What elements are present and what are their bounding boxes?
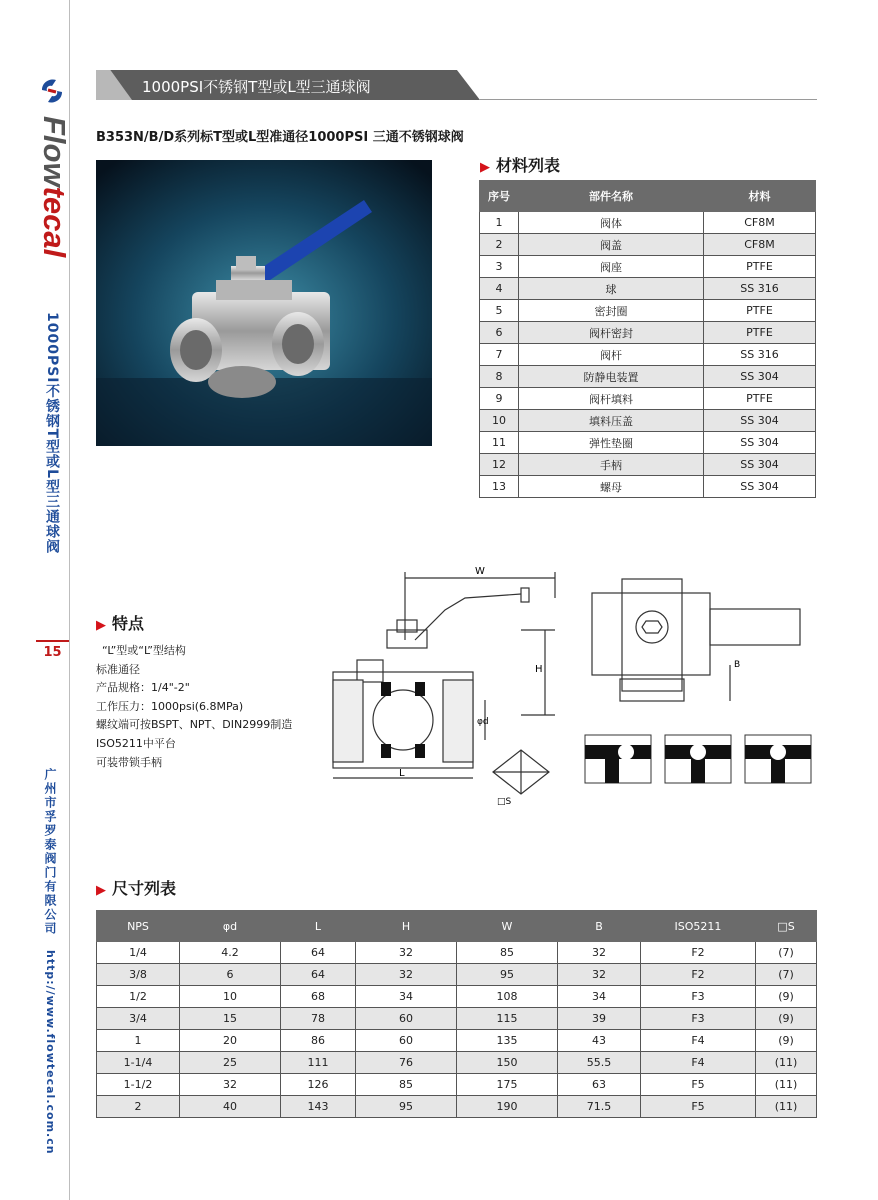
dim-label-w: W (475, 566, 485, 577)
table-cell: 3/8 (97, 964, 180, 986)
flow-pattern-diagrams (583, 733, 815, 785)
sidebar-title: 1000PSI不锈钢T型或L型三通球阀 (44, 312, 60, 554)
table-cell: F2 (641, 942, 756, 964)
table-cell: 10 (480, 410, 519, 432)
table-cell: 40 (180, 1096, 281, 1118)
sidebar (0, 0, 70, 1200)
table-cell: 126 (281, 1074, 356, 1096)
table-cell: 阀座 (519, 256, 704, 278)
table-cell: 8 (480, 366, 519, 388)
table-row (480, 278, 816, 300)
company-name: 广州市孚罗泰阀门有限公司 (43, 768, 57, 936)
table-row (480, 366, 816, 388)
table-cell: PTFE (704, 256, 816, 278)
table-cell: 39 (558, 1008, 641, 1030)
table-row (480, 454, 816, 476)
table-cell: 32 (356, 942, 457, 964)
dim-label-d: φd (477, 717, 489, 727)
table-cell: (9) (756, 1008, 817, 1030)
dim-label-s: □S (497, 797, 512, 807)
table-row (480, 234, 816, 256)
table-cell: F4 (641, 1052, 756, 1074)
table-cell: SS 316 (704, 344, 816, 366)
table-cell: 63 (558, 1074, 641, 1096)
company-url[interactable]: http://www.flowtecal.com.cn (44, 950, 57, 1155)
table-cell: 手柄 (519, 454, 704, 476)
table-cell: 43 (558, 1030, 641, 1052)
col-header: □S (756, 911, 817, 942)
table-cell: 4 (480, 278, 519, 300)
table-row (97, 1008, 817, 1030)
table-cell: 32 (180, 1074, 281, 1096)
table-cell: 64 (281, 964, 356, 986)
table-cell: 55.5 (558, 1052, 641, 1074)
dimensions-heading-text: 尺寸列表 (112, 879, 177, 898)
table-row (97, 964, 817, 986)
col-header: W (457, 911, 558, 942)
table-cell: 135 (457, 1030, 558, 1052)
table-cell: 密封圈 (519, 300, 704, 322)
table-cell: 6 (480, 322, 519, 344)
table-cell: 阀杆填料 (519, 388, 704, 410)
table-cell: F2 (641, 964, 756, 986)
dim-label-b: B (734, 660, 741, 670)
col-header: ISO5211 (641, 911, 756, 942)
header-rule (480, 99, 817, 100)
table-row (480, 476, 816, 498)
table-row (97, 1074, 817, 1096)
brand-suffix: tecal (37, 186, 72, 258)
table-cell: PTFE (704, 322, 816, 344)
feature-item: ISO5211中平台 (96, 736, 176, 750)
features-heading (96, 611, 144, 634)
table-cell: 3 (480, 256, 519, 278)
table-cell: 32 (558, 942, 641, 964)
table-cell: SS 304 (704, 476, 816, 498)
table-cell: (9) (756, 1030, 817, 1052)
table-cell: (11) (756, 1052, 817, 1074)
table-cell: SS 304 (704, 432, 816, 454)
triangle-icon: ▶ (96, 883, 106, 898)
product-photo (96, 160, 432, 446)
table-row (97, 1030, 817, 1052)
col-header: 序号 (480, 181, 519, 212)
table-cell: 25 (180, 1052, 281, 1074)
materials-body (480, 212, 816, 498)
table-cell: 85 (356, 1074, 457, 1096)
materials-header-row (480, 181, 816, 212)
table-cell: 7 (480, 344, 519, 366)
table-cell: 13 (480, 476, 519, 498)
table-row (480, 432, 816, 454)
table-row (480, 388, 816, 410)
top-view-drawing (580, 575, 820, 705)
table-row (97, 1096, 817, 1118)
table-cell: 32 (558, 964, 641, 986)
table-cell: 95 (457, 964, 558, 986)
product-subtitle: B353N/B/D系列标T型或L型准通径1000PSI 三通不锈钢球阀 (96, 130, 464, 145)
table-cell: 阀盖 (519, 234, 704, 256)
table-cell: 1/4 (97, 942, 180, 964)
feature-item: 标准通径 (96, 662, 140, 676)
feature-item: 产品规格：1/4"-2" (96, 681, 190, 695)
col-header: NPS (97, 911, 180, 942)
table-cell: 64 (281, 942, 356, 964)
table-cell: 填料压盖 (519, 410, 704, 432)
table-cell: 15 (180, 1008, 281, 1030)
table-row (97, 942, 817, 964)
table-cell: 20 (180, 1030, 281, 1052)
table-cell: 球 (519, 278, 704, 300)
table-cell: 1-1/4 (97, 1052, 180, 1074)
dim-label-h: H (535, 664, 543, 675)
table-cell: 60 (356, 1030, 457, 1052)
table-cell: 阀杆 (519, 344, 704, 366)
dimensions-table (96, 910, 817, 1118)
col-header: B (558, 911, 641, 942)
dimensions-body (97, 942, 817, 1118)
materials-table (479, 180, 816, 498)
dim-label-l: L (399, 768, 405, 779)
table-cell: SS 304 (704, 366, 816, 388)
table-cell: 115 (457, 1008, 558, 1030)
table-cell: 78 (281, 1008, 356, 1030)
table-cell: F5 (641, 1074, 756, 1096)
table-cell: PTFE (704, 388, 816, 410)
table-cell: 68 (281, 986, 356, 1008)
table-cell: F3 (641, 1008, 756, 1030)
brand-prefix: Flow (37, 116, 72, 187)
table-cell: 12 (480, 454, 519, 476)
table-row (480, 344, 816, 366)
triangle-icon: ▶ (96, 618, 106, 633)
section-drawing (325, 560, 565, 812)
table-cell: 32 (356, 964, 457, 986)
table-cell: 3/4 (97, 1008, 180, 1030)
feature-item: “L”型或“L”型结构 (102, 644, 186, 657)
col-header: 材料 (704, 181, 816, 212)
table-cell: F3 (641, 986, 756, 1008)
table-cell: 11 (480, 432, 519, 454)
table-cell: 111 (281, 1052, 356, 1074)
table-cell: PTFE (704, 300, 816, 322)
table-cell: 175 (457, 1074, 558, 1096)
table-cell: 1/2 (97, 986, 180, 1008)
col-header: φd (180, 911, 281, 942)
table-cell: (11) (756, 1096, 817, 1118)
table-cell: 1 (97, 1030, 180, 1052)
table-cell: 60 (356, 1008, 457, 1030)
table-cell: (7) (756, 964, 817, 986)
table-cell: 108 (457, 986, 558, 1008)
table-cell: 2 (97, 1096, 180, 1118)
feature-item: 可装带锁手柄 (96, 755, 162, 769)
table-cell: 76 (356, 1052, 457, 1074)
table-cell: 螺母 (519, 476, 704, 498)
table-cell: 34 (356, 986, 457, 1008)
table-cell: 4.2 (180, 942, 281, 964)
table-row (480, 212, 816, 234)
table-cell: 95 (356, 1096, 457, 1118)
col-header: 部件名称 (519, 181, 704, 212)
table-cell: 34 (558, 986, 641, 1008)
dimensions-heading (96, 876, 176, 899)
table-cell: (7) (756, 942, 817, 964)
table-cell: 阀杆密封 (519, 322, 704, 344)
feature-item: 工作压力：1000psi(6.8MPa) (96, 699, 244, 713)
materials-heading-text: 材料列表 (496, 156, 561, 175)
table-cell: 85 (457, 942, 558, 964)
table-cell: 2 (480, 234, 519, 256)
table-cell: 9 (480, 388, 519, 410)
table-cell: 1 (480, 212, 519, 234)
table-cell: 阀体 (519, 212, 704, 234)
table-cell: F5 (641, 1096, 756, 1118)
table-cell: 1-1/2 (97, 1074, 180, 1096)
table-cell: 143 (281, 1096, 356, 1118)
table-cell: (9) (756, 986, 817, 1008)
table-row (480, 300, 816, 322)
table-cell: F4 (641, 1030, 756, 1052)
table-row (480, 322, 816, 344)
col-header: H (356, 911, 457, 942)
table-cell: 150 (457, 1052, 558, 1074)
table-row (480, 256, 816, 278)
dimensions-header-row (97, 911, 817, 942)
features-list (96, 642, 292, 772)
features-heading-text: 特点 (112, 614, 145, 633)
table-row (97, 1052, 817, 1074)
table-cell: 弹性垫圈 (519, 432, 704, 454)
materials-heading (480, 153, 560, 176)
page-number: 15 (36, 640, 69, 664)
table-cell: 86 (281, 1030, 356, 1052)
flowtecal-logo-icon (38, 76, 66, 106)
table-cell: 190 (457, 1096, 558, 1118)
col-header: L (281, 911, 356, 942)
table-cell: 10 (180, 986, 281, 1008)
table-cell: SS 304 (704, 454, 816, 476)
table-cell: 6 (180, 964, 281, 986)
table-cell: SS 316 (704, 278, 816, 300)
table-cell: (11) (756, 1074, 817, 1096)
triangle-icon: ▶ (480, 160, 490, 175)
feature-item: 螺纹端可按BSPT、NPT、DIN2999制造 (96, 718, 293, 732)
table-row (480, 410, 816, 432)
table-cell: 防静电装置 (519, 366, 704, 388)
table-cell: CF8M (704, 234, 816, 256)
table-cell: SS 304 (704, 410, 816, 432)
table-cell: 71.5 (558, 1096, 641, 1118)
page-title: 1000PSI不锈钢T型或L型三通球阀 (142, 78, 371, 96)
table-cell: CF8M (704, 212, 816, 234)
table-cell: 5 (480, 300, 519, 322)
table-row (97, 986, 817, 1008)
brand-wordmark (36, 116, 72, 257)
